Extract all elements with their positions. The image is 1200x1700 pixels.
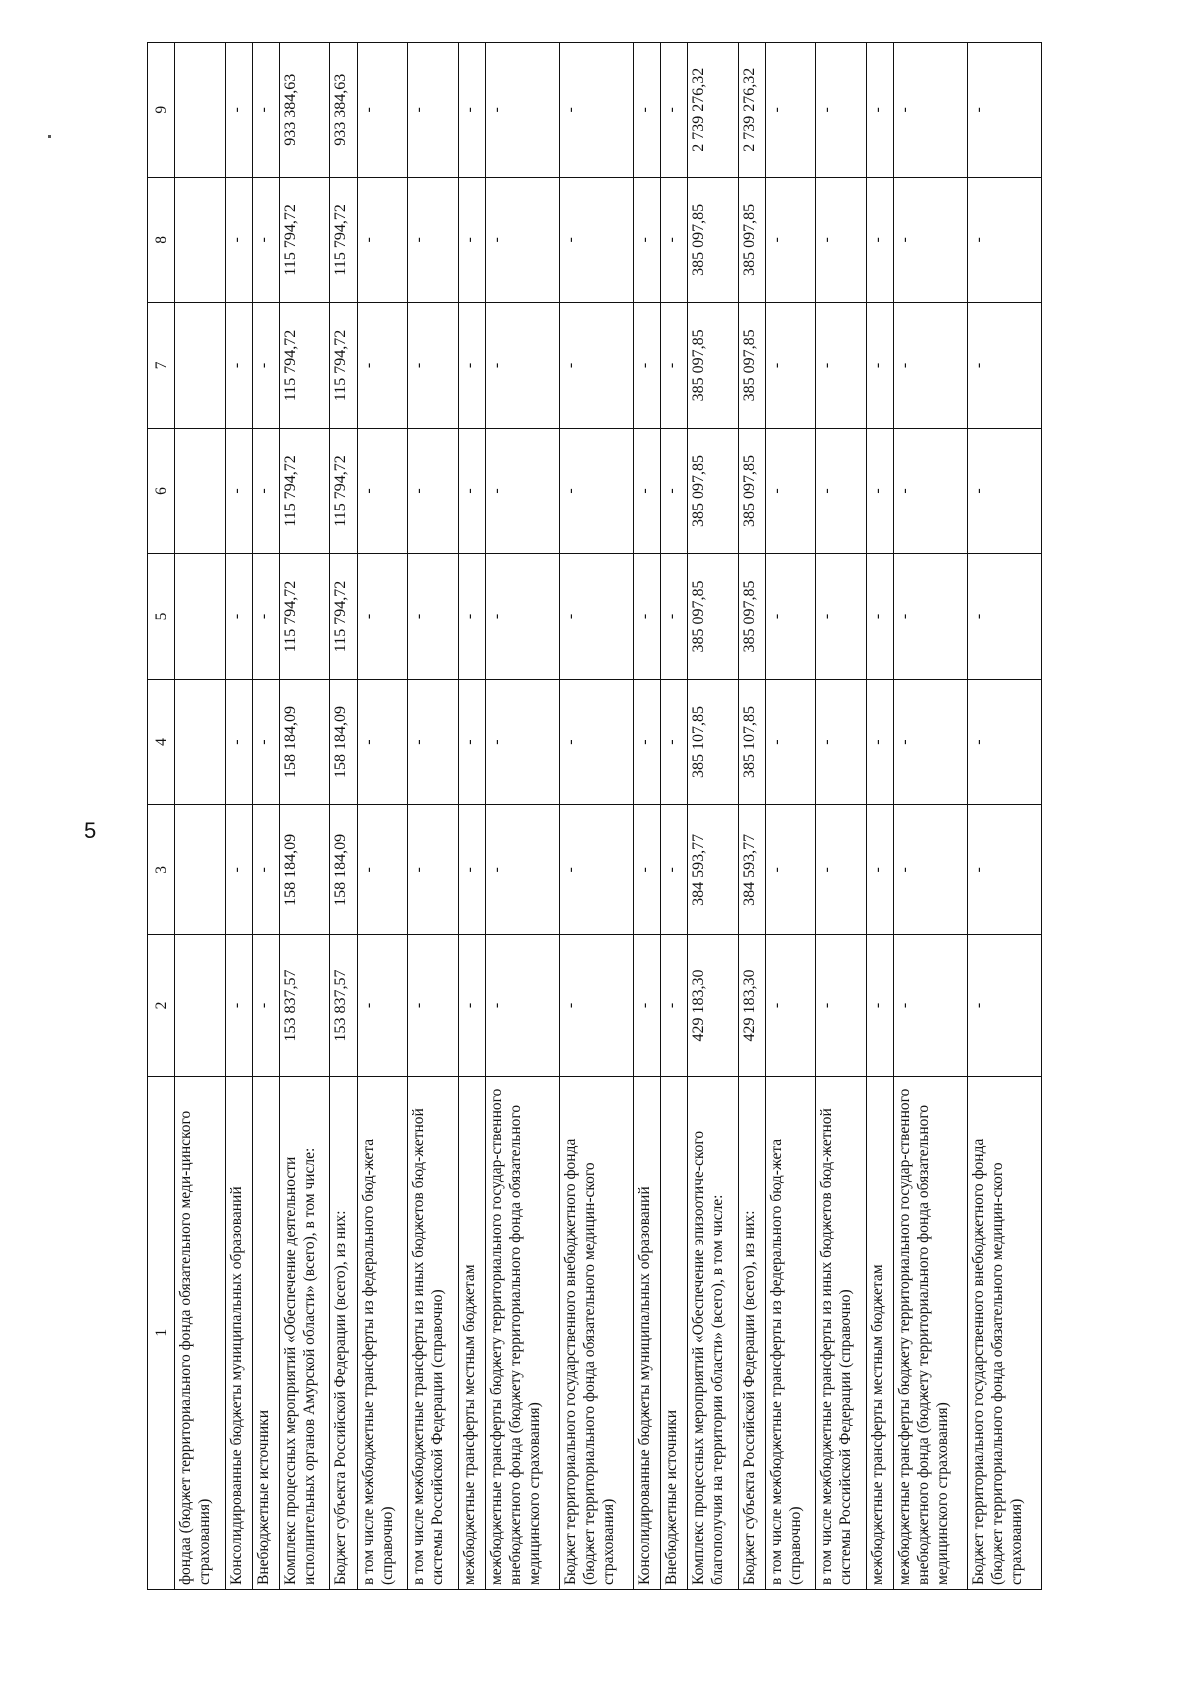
value-cell: - <box>485 554 559 680</box>
value-cell: - <box>866 679 893 805</box>
table-row <box>408 43 459 1590</box>
value-cell: - <box>633 303 660 429</box>
value-cell: - <box>408 679 459 805</box>
value-cell <box>175 43 226 178</box>
value-cell: - <box>893 679 967 805</box>
value-cell <box>175 935 226 1076</box>
value-cell: - <box>967 177 1041 303</box>
value-cell: 115 794,72 <box>330 303 357 429</box>
value-cell: - <box>408 43 459 178</box>
table-row <box>279 43 330 1590</box>
value-cell: 115 794,72 <box>330 554 357 680</box>
value-cell: 385 097,85 <box>738 303 765 429</box>
value-cell: - <box>967 679 1041 805</box>
value-cell: 158 184,09 <box>330 679 357 805</box>
value-cell: - <box>893 935 967 1076</box>
value-cell: - <box>357 935 408 1076</box>
value-cell: 933 384,63 <box>330 43 357 178</box>
table-row <box>559 43 633 1590</box>
value-cell: - <box>225 935 252 1076</box>
value-cell: - <box>559 177 633 303</box>
value-cell: - <box>816 303 867 429</box>
value-cell: - <box>252 805 279 935</box>
column-header-9: 9 <box>148 43 175 178</box>
value-cell: 385 097,85 <box>687 554 738 680</box>
value-cell: - <box>816 679 867 805</box>
value-cell: - <box>765 679 816 805</box>
value-cell: - <box>559 554 633 680</box>
column-header-8: 8 <box>148 177 175 303</box>
table-row <box>458 43 485 1590</box>
row-label-cell: фондаа (бюджет территориального фонда обязательного меди-цинского страхования) <box>175 1076 226 1589</box>
row-label-cell: межбюджетные трансферты местным бюджетам <box>866 1076 893 1589</box>
value-cell: 385 097,85 <box>738 554 765 680</box>
value-cell: - <box>967 935 1041 1076</box>
value-cell: - <box>252 177 279 303</box>
value-cell: - <box>252 303 279 429</box>
value-cell: - <box>559 303 633 429</box>
row-label-cell: в том числе межбюджетные трансферты из федерального бюд-жета (справочно) <box>765 1076 816 1589</box>
value-cell: - <box>225 303 252 429</box>
value-cell: - <box>893 554 967 680</box>
value-cell: - <box>458 554 485 680</box>
value-cell: - <box>633 177 660 303</box>
value-cell: - <box>225 428 252 554</box>
table-row <box>485 43 559 1590</box>
value-cell: - <box>660 177 687 303</box>
value-cell: - <box>816 935 867 1076</box>
value-cell: - <box>816 428 867 554</box>
value-cell: 115 794,72 <box>330 428 357 554</box>
value-cell: - <box>357 428 408 554</box>
value-cell: 385 097,85 <box>687 303 738 429</box>
value-cell: - <box>458 679 485 805</box>
value-cell: - <box>225 679 252 805</box>
row-label-cell: Бюджет территориального государственного внебюджетного фонда (бюджет территориального фонда обязательного медицин-ского страхования) <box>967 1076 1041 1589</box>
value-cell: - <box>893 43 967 178</box>
row-label-cell: Бюджет территориального государственного внебюджетного фонда (бюджет территориального фонда обязательного медицин-ского страхования) <box>559 1076 633 1589</box>
row-label-cell: в том числе межбюджетные трансферты из федерального бюд-жета (справочно) <box>357 1076 408 1589</box>
value-cell: - <box>357 805 408 935</box>
value-cell: - <box>816 43 867 178</box>
table-row <box>687 43 738 1590</box>
table-row <box>225 43 252 1590</box>
table-row <box>252 43 279 1590</box>
value-cell: - <box>660 428 687 554</box>
value-cell: - <box>967 303 1041 429</box>
value-cell: - <box>559 43 633 178</box>
scan-speck <box>48 135 51 138</box>
table-row <box>816 43 867 1590</box>
value-cell: - <box>633 935 660 1076</box>
row-label-cell: Комплекс процессных мероприятий «Обеспечение эпизоотиче-ского благополучия на территории области» (всего), в том числе: <box>687 1076 738 1589</box>
value-cell: 2 739 276,32 <box>738 43 765 178</box>
value-cell: - <box>765 43 816 178</box>
value-cell: - <box>893 805 967 935</box>
value-cell: - <box>458 43 485 178</box>
value-cell: 115 794,72 <box>330 177 357 303</box>
value-cell: - <box>893 177 967 303</box>
value-cell: - <box>866 303 893 429</box>
column-header-1: 1 <box>148 1076 175 1589</box>
value-cell: 385 097,85 <box>687 428 738 554</box>
value-cell: - <box>458 935 485 1076</box>
value-cell: - <box>458 177 485 303</box>
header-row <box>148 43 175 1590</box>
column-header-3: 3 <box>148 805 175 935</box>
value-cell: - <box>225 554 252 680</box>
value-cell <box>175 805 226 935</box>
row-label-cell: Бюджет субъекта Российской Федерации (всего), из них: <box>330 1076 357 1589</box>
value-cell: - <box>485 177 559 303</box>
value-cell: - <box>893 428 967 554</box>
value-cell: 385 097,85 <box>738 428 765 554</box>
value-cell: - <box>765 805 816 935</box>
value-cell: 115 794,72 <box>279 554 330 680</box>
value-cell: 429 183,30 <box>687 935 738 1076</box>
value-cell: 385 107,85 <box>687 679 738 805</box>
value-cell: - <box>458 805 485 935</box>
value-cell: - <box>225 805 252 935</box>
value-cell: 153 837,57 <box>279 935 330 1076</box>
value-cell: - <box>765 935 816 1076</box>
value-cell: 2 739 276,32 <box>687 43 738 178</box>
value-cell: - <box>252 679 279 805</box>
value-cell: - <box>408 805 459 935</box>
value-cell: - <box>660 303 687 429</box>
value-cell: 115 794,72 <box>279 303 330 429</box>
value-cell <box>175 554 226 680</box>
value-cell: - <box>967 554 1041 680</box>
value-cell: - <box>485 428 559 554</box>
table-row <box>660 43 687 1590</box>
value-cell <box>175 679 226 805</box>
value-cell: 153 837,57 <box>330 935 357 1076</box>
value-cell <box>175 177 226 303</box>
value-cell: - <box>408 303 459 429</box>
value-cell: - <box>485 935 559 1076</box>
value-cell: - <box>866 43 893 178</box>
rotated-table-container <box>147 42 1042 1590</box>
value-cell: - <box>967 428 1041 554</box>
value-cell: - <box>660 554 687 680</box>
value-cell: - <box>357 43 408 178</box>
page-number: 5 <box>84 818 97 843</box>
value-cell: - <box>816 554 867 680</box>
value-cell: - <box>866 805 893 935</box>
table-row <box>866 43 893 1590</box>
value-cell: - <box>660 679 687 805</box>
value-cell: - <box>633 679 660 805</box>
column-header-6: 6 <box>148 428 175 554</box>
row-label-cell: межбюджетные трансферты бюджету территориального государ-ственного внебюджетного фонда (бюджету территориального фонда обязательного медицинского страхования) <box>893 1076 967 1589</box>
value-cell: 385 097,85 <box>687 177 738 303</box>
column-header-4: 4 <box>148 679 175 805</box>
value-cell: - <box>225 177 252 303</box>
value-cell: - <box>408 177 459 303</box>
value-cell: 384 593,77 <box>738 805 765 935</box>
value-cell: - <box>866 554 893 680</box>
value-cell: - <box>660 935 687 1076</box>
value-cell: - <box>866 935 893 1076</box>
value-cell <box>175 303 226 429</box>
value-cell: 384 593,77 <box>687 805 738 935</box>
value-cell: - <box>816 805 867 935</box>
value-cell: - <box>559 679 633 805</box>
value-cell: - <box>485 679 559 805</box>
value-cell: - <box>633 554 660 680</box>
value-cell: - <box>559 428 633 554</box>
value-cell: - <box>633 428 660 554</box>
budget-table <box>147 42 1042 1590</box>
row-label-cell: Внебюджетные источники <box>252 1076 279 1589</box>
value-cell: - <box>252 428 279 554</box>
value-cell: - <box>357 679 408 805</box>
row-label-cell: Консолидированные бюджеты муниципальных образований <box>225 1076 252 1589</box>
table-body <box>175 43 1042 1590</box>
value-cell: - <box>357 177 408 303</box>
value-cell: - <box>485 805 559 935</box>
row-label-cell: межбюджетные трансферты бюджету территориального государ-ственного внебюджетного фонда (бюджету территориального фонда обязательного медицинского страхования) <box>485 1076 559 1589</box>
value-cell: - <box>893 303 967 429</box>
row-label-cell: Внебюджетные источники <box>660 1076 687 1589</box>
value-cell: - <box>660 805 687 935</box>
value-cell: - <box>559 935 633 1076</box>
column-header-5: 5 <box>148 554 175 680</box>
value-cell: - <box>458 428 485 554</box>
value-cell: - <box>485 43 559 178</box>
column-header-7: 7 <box>148 303 175 429</box>
value-cell: 385 107,85 <box>738 679 765 805</box>
value-cell: 158 184,09 <box>279 679 330 805</box>
value-cell: - <box>357 554 408 680</box>
value-cell: - <box>765 177 816 303</box>
row-label-cell: в том числе межбюджетные трансферты из иных бюджетов бюд-жетной системы Российской Федерации (справочно) <box>816 1076 867 1589</box>
table-row <box>967 43 1041 1590</box>
row-label-cell: в том числе межбюджетные трансферты из иных бюджетов бюд-жетной системы Российской Федерации (справочно) <box>408 1076 459 1589</box>
value-cell: - <box>408 428 459 554</box>
value-cell: - <box>357 303 408 429</box>
value-cell: - <box>765 428 816 554</box>
value-cell: 429 183,30 <box>738 935 765 1076</box>
value-cell: - <box>633 805 660 935</box>
row-label-cell: Консолидированные бюджеты муниципальных образований <box>633 1076 660 1589</box>
value-cell: 933 384,63 <box>279 43 330 178</box>
value-cell: - <box>485 303 559 429</box>
value-cell: 158 184,09 <box>279 805 330 935</box>
value-cell: - <box>408 554 459 680</box>
value-cell: - <box>866 177 893 303</box>
value-cell: - <box>458 303 485 429</box>
value-cell: 158 184,09 <box>330 805 357 935</box>
table-row <box>765 43 816 1590</box>
value-cell: 115 794,72 <box>279 428 330 554</box>
column-header-2: 2 <box>148 935 175 1076</box>
value-cell: - <box>225 43 252 178</box>
value-cell: - <box>866 428 893 554</box>
value-cell: - <box>967 43 1041 178</box>
table-row <box>893 43 967 1590</box>
value-cell: - <box>765 303 816 429</box>
value-cell: - <box>408 935 459 1076</box>
value-cell: - <box>660 43 687 178</box>
table-row <box>738 43 765 1590</box>
table-row <box>357 43 408 1590</box>
value-cell: - <box>559 805 633 935</box>
value-cell: - <box>633 43 660 178</box>
value-cell <box>175 428 226 554</box>
value-cell: - <box>816 177 867 303</box>
table-row <box>175 43 226 1590</box>
value-cell: - <box>252 554 279 680</box>
table-row <box>633 43 660 1590</box>
value-cell: - <box>967 805 1041 935</box>
row-label-cell: Комплекс процессных мероприятий «Обеспечение деятельности исполнительных органов Амурской области» (всего), в том числе: <box>279 1076 330 1589</box>
row-label-cell: межбюджетные трансферты местным бюджетам <box>458 1076 485 1589</box>
value-cell: - <box>765 554 816 680</box>
value-cell: 385 097,85 <box>738 177 765 303</box>
value-cell: - <box>252 43 279 178</box>
value-cell: - <box>252 935 279 1076</box>
value-cell: 115 794,72 <box>279 177 330 303</box>
table-row <box>330 43 357 1590</box>
row-label-cell: Бюджет субъекта Российской Федерации (всего), из них: <box>738 1076 765 1589</box>
